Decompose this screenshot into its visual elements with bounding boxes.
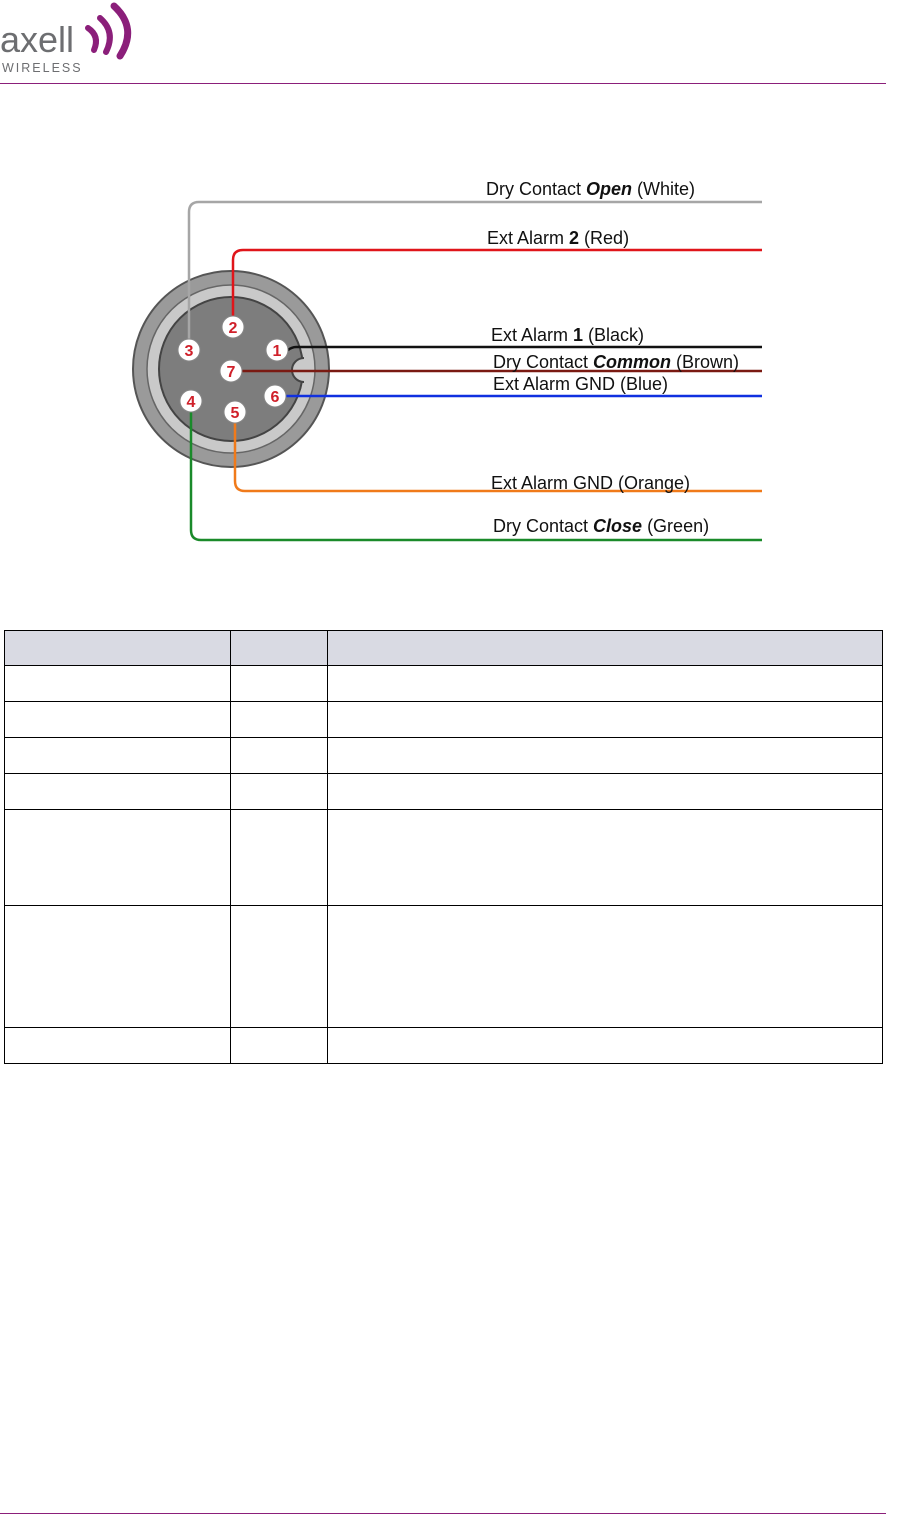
table-row (5, 1028, 883, 1064)
table-row (5, 810, 883, 906)
table-cell (328, 666, 883, 702)
svg-text:2: 2 (228, 320, 238, 337)
svg-text:1: 1 (272, 343, 282, 360)
footer-rule (0, 1513, 886, 1514)
table-cell (5, 810, 231, 906)
label-dry-contact-open: Dry Contact Open (White) (486, 179, 696, 199)
table-row (5, 666, 883, 702)
table-cell (231, 906, 328, 1028)
table-cell (5, 906, 231, 1028)
svg-text:7: 7 (226, 364, 236, 381)
table-cell (328, 906, 883, 1028)
table-cell (231, 666, 328, 702)
label-dry-contact-close: Dry Contact Close (Green) (493, 516, 710, 536)
table-cell (231, 774, 328, 810)
pin-assignment-table (4, 630, 883, 1064)
table-header-row (5, 631, 883, 666)
svg-text:4: 4 (186, 394, 196, 411)
table-cell (328, 702, 883, 738)
pin-6 (264, 385, 286, 407)
table-cell (231, 702, 328, 738)
table-cell (5, 1028, 231, 1064)
wire-black (277, 347, 762, 350)
svg-text:5: 5 (230, 405, 240, 422)
table-header-cell (328, 631, 883, 666)
label-ext-alarm-gnd-orange: Ext Alarm GND (Orange) (491, 473, 691, 493)
table-cell (5, 774, 231, 810)
pin-1 (266, 339, 288, 361)
table-cell (328, 1028, 883, 1064)
table-row (5, 738, 883, 774)
pin-2 (222, 316, 244, 338)
pin-3 (178, 339, 200, 361)
table-header-cell (5, 631, 231, 666)
header-rule (0, 83, 886, 84)
logo-mark-icon (88, 6, 128, 56)
table-cell (231, 810, 328, 906)
table-cell (328, 738, 883, 774)
pin-5 (224, 401, 246, 423)
label-dry-contact-common: Dry Contact Common (Brown) (493, 352, 740, 372)
pin-4 (180, 390, 202, 412)
connector-wiring-diagram (0, 160, 905, 560)
table-header-cell (231, 631, 328, 666)
table-row (5, 774, 883, 810)
pin-7 (220, 360, 242, 382)
label-ext-alarm-1: Ext Alarm 1 (Black) (491, 325, 645, 345)
svg-text:6: 6 (270, 389, 280, 406)
table-row (5, 702, 883, 738)
table-cell (328, 810, 883, 906)
logo-brand-text: axell (0, 19, 75, 60)
table-cell (231, 738, 328, 774)
label-ext-alarm-gnd-blue: Ext Alarm GND (Blue) (493, 374, 669, 394)
table-cell (5, 666, 231, 702)
label-ext-alarm-2: Ext Alarm 2 (Red) (487, 228, 630, 248)
table-cell (231, 1028, 328, 1064)
table-cell (328, 774, 883, 810)
svg-text:3: 3 (184, 343, 194, 360)
table-cell (5, 702, 231, 738)
table-row (5, 906, 883, 1028)
table-cell (5, 738, 231, 774)
axell-wireless-logo (0, 0, 150, 80)
logo-sub-text: WIRELESS (2, 61, 83, 75)
